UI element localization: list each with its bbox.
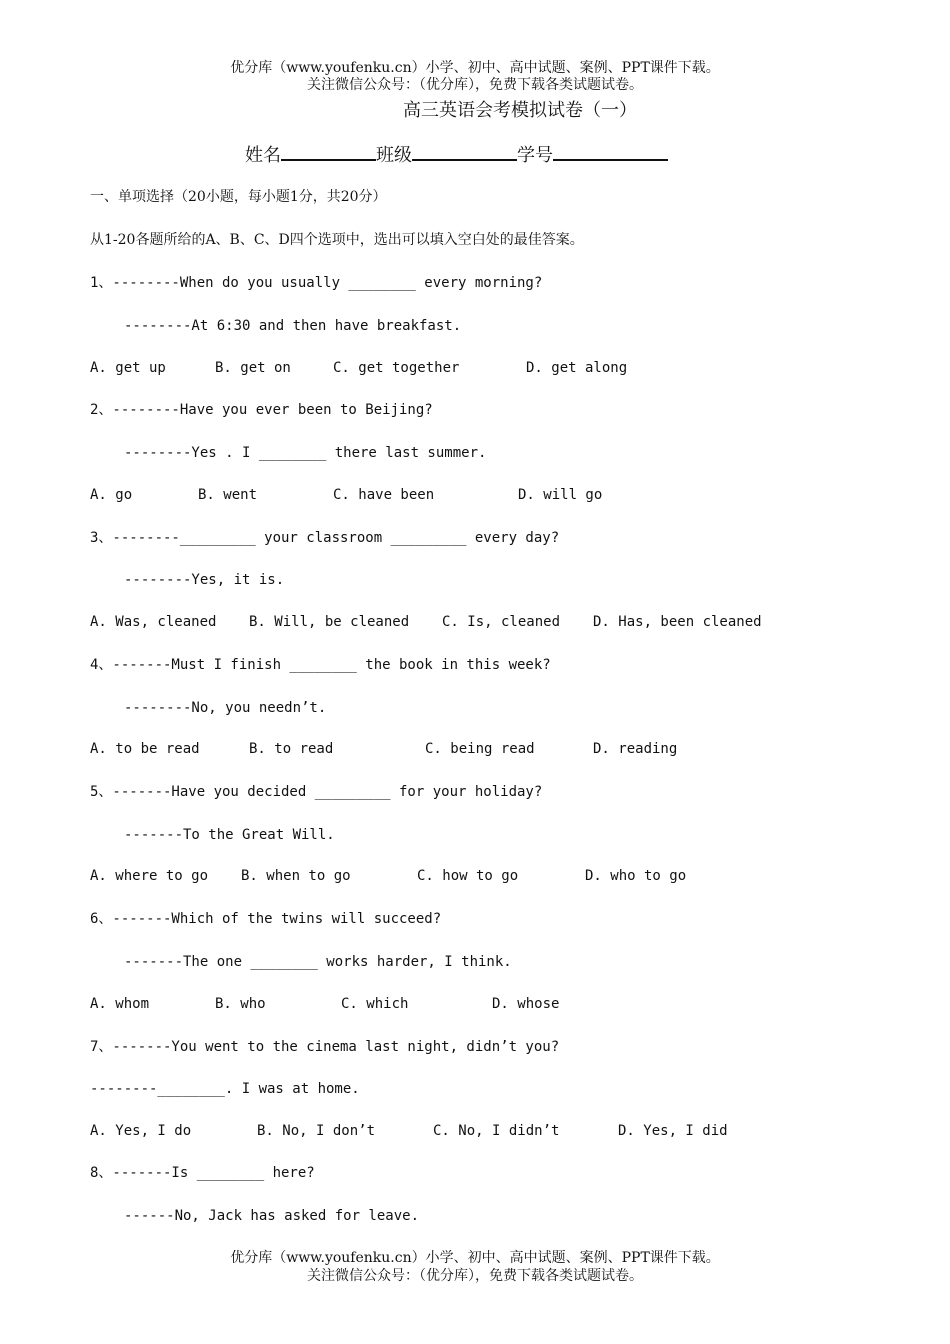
answer-line-2: --------Yes . I ________ there last summer.	[124, 445, 487, 461]
question-7: 7、-------You went to the cinema last night, didn’t you?	[90, 1039, 560, 1055]
answer-line-3: --------Yes, it is.	[124, 572, 285, 588]
question-3: 3、--------_________ your classroom _________ every day?	[90, 530, 560, 546]
header-line-1: 优分库（www.youfenku.cn）小学、初中、高中试题、案例、PPT课件下载。	[230, 60, 720, 76]
question-8: 8、-------Is ________ here?	[90, 1165, 315, 1181]
name-blank	[281, 141, 376, 161]
option-1a: A. get up	[90, 360, 166, 376]
option-3c: C. Is, cleaned	[442, 614, 561, 630]
section-heading: 一、单项选择（20小题，每小题1分，共20分）	[90, 189, 387, 205]
header-line-2: 关注微信公众号：（优分库），免费下载各类试题试卷。	[307, 77, 643, 93]
class-label: 班级	[376, 145, 412, 166]
option-4d: D. reading	[593, 741, 678, 757]
option-3a: A. Was, cleaned	[90, 614, 217, 630]
id-blank	[553, 141, 668, 161]
option-7b: B. No, I don’t	[257, 1123, 376, 1139]
answer-line-8: ------No, Jack has asked for leave.	[124, 1208, 420, 1224]
option-7d: D. Yes, I did	[618, 1123, 728, 1139]
footer-line-2: 关注微信公众号：（优分库），免费下载各类试题试卷。	[307, 1268, 643, 1284]
footer-line-1: 优分库（www.youfenku.cn）小学、初中、高中试题、案例、PPT课件下载。	[230, 1250, 720, 1266]
option-2d: D. will go	[518, 487, 603, 503]
option-6c: C. which	[341, 996, 409, 1012]
option-5a: A. where to go	[90, 868, 209, 884]
question-4: 4、-------Must I finish ________ the book in this week?	[90, 657, 551, 673]
option-1d: D. get along	[526, 360, 628, 376]
page-title: 高三英语会考模拟试卷（一）	[403, 100, 637, 121]
answer-line-7: --------________. I was at home.	[90, 1081, 360, 1097]
id-label: 学号	[517, 145, 553, 166]
option-4c: C. being read	[425, 741, 535, 757]
option-5b: B. when to go	[241, 868, 351, 884]
question-5: 5、-------Have you decided _________ for your holiday?	[90, 784, 543, 800]
class-blank	[412, 141, 517, 161]
option-1c: C. get together	[333, 360, 460, 376]
option-2c: C. have been	[333, 487, 435, 503]
answer-line-1: --------At 6:30 and then have breakfast.	[124, 318, 462, 334]
question-1: 1、--------When do you usually ________ every morning?	[90, 275, 543, 291]
option-4a: A. to be read	[90, 741, 200, 757]
option-3b: B. Will, be cleaned	[249, 614, 410, 630]
answer-line-4: --------No, you needn’t.	[124, 700, 327, 716]
option-1b: B. get on	[215, 360, 291, 376]
answer-line-6: -------The one ________ works harder, I think.	[124, 954, 512, 970]
question-2: 2、--------Have you ever been to Beijing?	[90, 402, 433, 418]
option-7c: C. No, I didn’t	[433, 1123, 560, 1139]
option-3d: D. Has, been cleaned	[593, 614, 762, 630]
option-5c: C. how to go	[417, 868, 519, 884]
option-6a: A. whom	[90, 996, 150, 1012]
option-2b: B. went	[198, 487, 258, 503]
option-2a: A. go	[90, 487, 133, 503]
option-6d: D. whose	[492, 996, 560, 1012]
question-6: 6、-------Which of the twins will succeed?	[90, 911, 442, 927]
name-label: 姓名	[245, 145, 281, 166]
student-info-row	[245, 141, 668, 167]
option-5d: D. who to go	[585, 868, 687, 884]
option-7a: A. Yes, I do	[90, 1123, 192, 1139]
option-4b: B. to read	[249, 741, 334, 757]
section-instruction: 从1-20各题所给的A、B、C、D四个选项中，选出可以填入空白处的最佳答案。	[90, 232, 584, 248]
answer-line-5: -------To the Great Will.	[124, 827, 335, 843]
option-6b: B. who	[215, 996, 266, 1012]
